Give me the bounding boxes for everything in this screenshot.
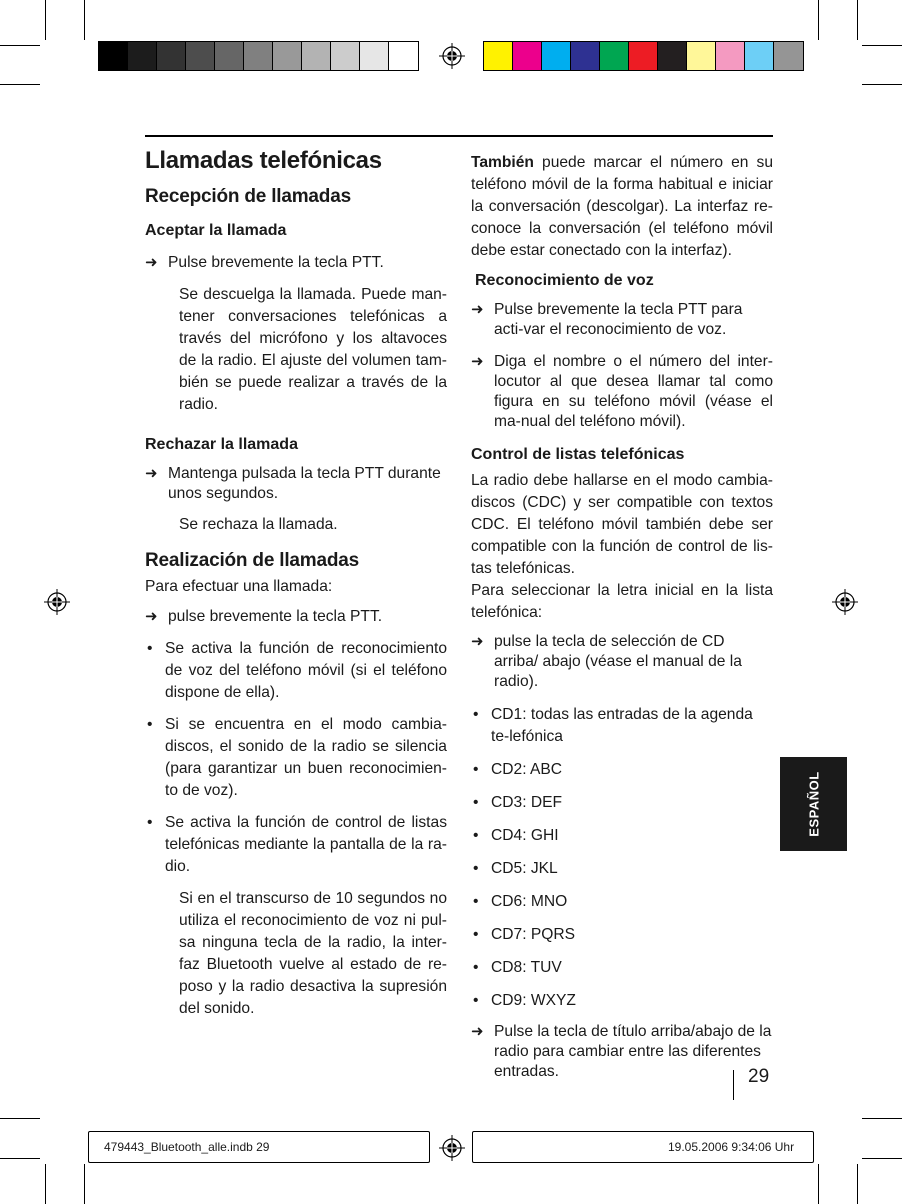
color-swatch [157, 42, 186, 70]
step-text: Mantenga pulsada la tecla PTT durante unos segundos. [168, 465, 441, 502]
instruction-step [145, 252, 447, 274]
color-swatch [186, 42, 215, 70]
step-text: Pulse brevemente la tecla PTT para acti-var el reconocimiento de voz. [494, 301, 743, 338]
list-item [145, 714, 447, 802]
color-swatch [542, 42, 571, 70]
color-swatch [629, 42, 658, 70]
instruction-step [471, 352, 773, 432]
bullet-icon: • [473, 926, 479, 943]
bullet-icon: • [473, 992, 479, 1009]
color-swatch [244, 42, 273, 70]
list-item-text: CD9: WXYZ [491, 992, 576, 1009]
timeout-note: Si en el transcurso de 10 segundos no utiliza el reconocimiento de voz ni pul-sa ninguna tecla de la radio, la inter-faz Bluetooth vuelve al estado de re-poso y la radio desactiva la supresión del sonido. [179, 890, 447, 1017]
list-item-text: Se activa la función de control de listas telefónicas mediante la pantalla de la ra-dio. [165, 814, 447, 875]
color-swatch [331, 42, 360, 70]
crop-mark [818, 1164, 819, 1204]
lists-paragraph: Para seleccionar la letra inicial en la lista telefónica: [471, 582, 773, 621]
right-column [471, 152, 773, 1082]
list-item-text: CD4: GHI [491, 827, 559, 844]
subheading-lists: Control de listas telefónicas [471, 446, 685, 463]
color-swatch [687, 42, 716, 70]
step-text: Pulse la tecla de título arriba/abajo de la radio para cambiar entre las diferentes entradas. [494, 1023, 772, 1080]
color-swatch [99, 42, 128, 70]
page-title: Llamadas telefónicas [145, 147, 382, 174]
color-swatch [215, 42, 244, 70]
arrow-right-icon: ➜ [471, 301, 484, 318]
crop-mark [0, 1118, 40, 1119]
language-tab [780, 757, 847, 851]
crop-mark [862, 1158, 902, 1159]
footer-filename: 479443_Bluetooth_alle.indb 29 [104, 1140, 270, 1154]
arrow-right-icon: ➜ [145, 465, 158, 482]
crop-mark [0, 45, 40, 46]
section-heading-receive: Recepción de llamadas [145, 186, 351, 207]
list-item [471, 792, 773, 814]
color-swatch [571, 42, 600, 70]
list-item-text: CD6: MNO [491, 893, 568, 910]
list-item-text: CD1: todas las entradas de la agenda te-lefónica [491, 706, 753, 745]
color-swatch [360, 42, 389, 70]
color-swatch [484, 42, 513, 70]
instruction-step [471, 300, 773, 340]
bullet-icon: • [473, 794, 479, 811]
list-item-text: Si se encuentra en el modo cambia-discos, el sonido de la radio se silencia (para garantizar un buen reconocimien-to de voz). [165, 716, 447, 799]
subheading-reject: Rechazar la llamada [145, 436, 298, 453]
color-swatch [273, 42, 302, 70]
intro-text: Para efectuar una llamada: [145, 578, 333, 595]
list-item [471, 759, 773, 781]
footer-datetime: 19.05.2006 9:34:06 Uhr [668, 1140, 795, 1154]
list-item-text: Se activa la función de reconocimiento de voz del teléfono móvil (si el teléfono dispone de ella). [165, 640, 447, 701]
arrow-right-icon: ➜ [145, 254, 158, 271]
color-swatch [513, 42, 542, 70]
crop-mark [84, 1164, 85, 1204]
bullet-icon: • [473, 761, 479, 778]
crop-mark [818, 0, 819, 40]
crop-mark [45, 0, 46, 40]
color-swatch [389, 42, 418, 70]
bullet-icon: • [147, 640, 153, 657]
crop-mark [45, 1164, 46, 1204]
language-tab-label: ESPAÑOL [806, 771, 821, 837]
list-item-text: CD2: ABC [491, 761, 563, 778]
bullet-icon: • [473, 827, 479, 844]
also-paragraph [471, 152, 773, 262]
crop-mark [857, 1164, 858, 1204]
color-swatch [302, 42, 331, 70]
grayscale-colorbar [98, 41, 419, 71]
list-item [471, 825, 773, 847]
page-number: 29 [748, 1066, 770, 1087]
bullet-icon: • [473, 959, 479, 976]
color-swatch [716, 42, 745, 70]
crop-mark [862, 1118, 902, 1119]
lists-paragraph: La radio debe hallarse en el modo cambia-discos (CDC) y ser compatible con textos CDC. El teléfono móvil también debe ser compatible con la función de control de lis-tas telefónicas. [471, 472, 773, 577]
color-swatch [774, 42, 803, 70]
step-text: Pulse brevemente la tecla PTT. [168, 254, 384, 271]
header-rule [145, 135, 773, 137]
crop-mark [0, 1158, 40, 1159]
instruction-step [471, 1022, 773, 1082]
list-item-text: CD5: JKL [491, 860, 558, 877]
bullet-icon: • [473, 893, 479, 910]
list-item [145, 812, 447, 878]
list-item-text: CD8: TUV [491, 959, 562, 976]
crop-mark [84, 0, 85, 40]
step-text: pulse brevemente la tecla PTT. [168, 608, 383, 625]
process-colorbar [483, 41, 804, 71]
color-swatch [745, 42, 774, 70]
crop-mark [862, 45, 902, 46]
arrow-right-icon: ➜ [471, 1023, 484, 1040]
color-swatch [658, 42, 687, 70]
crop-mark [862, 84, 902, 85]
list-item [471, 924, 773, 946]
also-bold: También [471, 154, 534, 171]
page-number-rule [733, 1070, 734, 1100]
registration-mark-icon [439, 1135, 465, 1161]
instruction-step [471, 632, 773, 692]
bullet-icon: • [147, 716, 153, 733]
section-heading-make: Realización de llamadas [145, 550, 359, 571]
bullet-icon: • [473, 860, 479, 877]
subheading-accept: Aceptar la llamada [145, 222, 287, 239]
color-swatch [128, 42, 157, 70]
subheading-voice: Reconocimiento de voz [475, 272, 654, 289]
bullet-icon: • [147, 814, 153, 831]
registration-mark-icon [44, 589, 70, 615]
list-item [471, 704, 773, 748]
instruction-step [145, 606, 447, 628]
also-text: puede marcar el número en su teléfono móvil de la forma habitual e iniciar la conversación (descolgar). La interfaz re-conoce la conversación (el teléfono móvil debe estar conectado con la interfaz). [471, 154, 773, 259]
list-item [471, 858, 773, 880]
arrow-right-icon: ➜ [471, 353, 484, 370]
registration-mark-icon [439, 43, 465, 69]
registration-mark-icon [832, 589, 858, 615]
result-note: Se descuelga la llamada. Puede man-tener conversaciones telefónicas a través del micrófono y los altavoces de la radio. El ajuste del volumen tam-bién se puede realizar a través de la radio. [179, 286, 447, 413]
list-item [471, 891, 773, 913]
result-note: Se rechaza la llamada. [179, 516, 338, 533]
crop-mark [0, 84, 40, 85]
list-item [145, 638, 447, 704]
list-item-text: CD7: PQRS [491, 926, 576, 943]
arrow-right-icon: ➜ [145, 608, 158, 625]
left-column [145, 147, 447, 1020]
list-item [471, 990, 773, 1012]
instruction-step [145, 464, 447, 504]
list-item [471, 957, 773, 979]
list-item-text: CD3: DEF [491, 794, 563, 811]
step-text: Diga el nombre o el número del inter-locutor al que desea llamar tal como figura en su teléfono móvil (véase el ma-nual del teléfono móvil). [494, 353, 773, 430]
step-text: pulse la tecla de selección de CD arriba/ abajo (véase el manual de la radio). [494, 633, 742, 690]
bullet-icon: • [473, 706, 479, 723]
crop-mark [857, 0, 858, 40]
arrow-right-icon: ➜ [471, 633, 484, 650]
color-swatch [600, 42, 629, 70]
